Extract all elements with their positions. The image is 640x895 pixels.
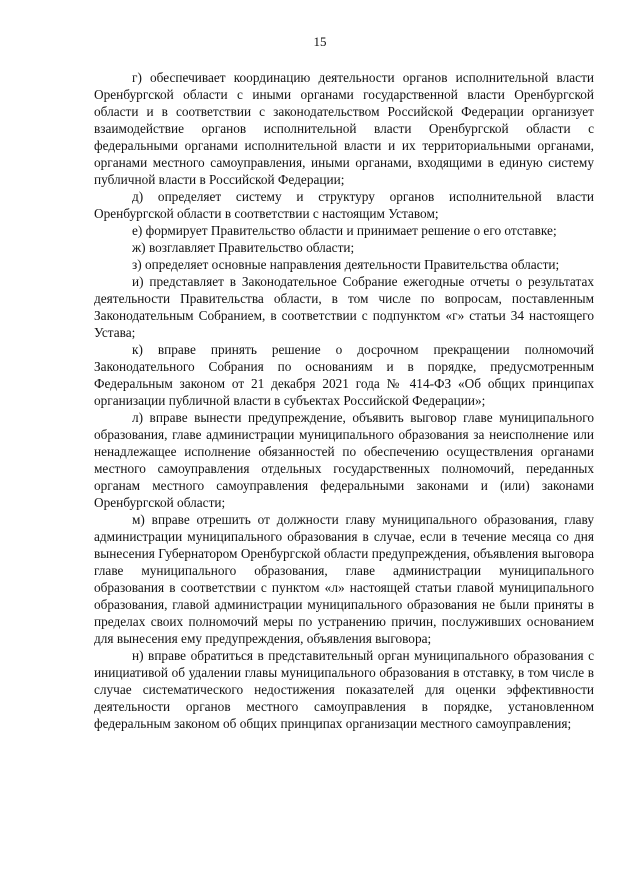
page-number: 15 [313, 34, 327, 49]
paragraph-g: г) обеспечивает координацию деятельности органов исполнительной власти Оренбургской области с иными органами государственной власти Оренбургской области и в соответствии с законодательством Российской Федерации организует взаимодействие органов исполнительной власти Оренбургской области с федеральными органами исполнительной власти и их территориальными органами, органами местного самоуправления, иными органами, входящими в единую систему публичной власти в Российской Федерации; [94, 70, 594, 187]
document-body [94, 69, 594, 732]
paragraph-i: и) представляет в Законодательное Собрание ежегодные отчеты о результатах деятельности Правительства области, в том числе по вопросам, поставленным Законодательным Собранием, в соответствии с подпунктом «г» статьи 34 настоящего Устава; [94, 274, 594, 340]
paragraph-n: н) вправе обратиться в представительный орган муниципального образования с инициативой об удалении главы муниципального образования в отставку, в том числе в случае систематического недостижения показателей для оценки эффективности деятельности органов местного самоуправления в порядке, установленном федеральным законом об общих принципах организации местного самоуправления; [94, 648, 594, 731]
paragraph-k: к) вправе принять решение о досрочном прекращении полномочий Законодательного Собрания по основаниям и в порядке, предусмотренным Федеральным законом от 21 декабря 2021 года № 414-ФЗ «Об общих принципах организации публичной власти в субъектах Российской Федерации»; [94, 342, 594, 408]
paragraph-m: м) вправе отрешить от должности главу муниципального образования, главу администрации муниципального образования в случае, если в течение месяца со дня вынесения Губернатором Оренбургской области предупреждения, объявления выговора главе муниципального образования, главе администрации муниципального образования в соответствии с пунктом «л» настоящей статьи главой муниципального образования, главой администрации муниципального образования не были приняты в пределах своих полномочий меры по устранению причин, послуживших основанием для вынесения ему предупреждения, объявления выговора; [94, 512, 594, 646]
paragraph-l: л) вправе вынести предупреждение, объявить выговор главе муниципального образования, главе администрации муниципального образования за неисполнение или ненадлежащее исполнение обязанностей по обеспечению осуществления органами местного самоуправления отдельных государственных полномочий, переданных органам местного самоуправления федеральными законами и (или) законами Оренбургской области; [94, 410, 594, 510]
paragraph-zh: ж) возглавляет Правительство области; [132, 240, 355, 255]
paragraph-z: з) определяет основные направления деятельности Правительства области; [132, 257, 560, 272]
paragraph-d: д) определяет систему и структуру органов исполнительной власти Оренбургской области в соответствии с настоящим Уставом; [94, 189, 594, 221]
paragraph-e: е) формирует Правительство области и принимает решение о его отставке; [132, 223, 557, 238]
